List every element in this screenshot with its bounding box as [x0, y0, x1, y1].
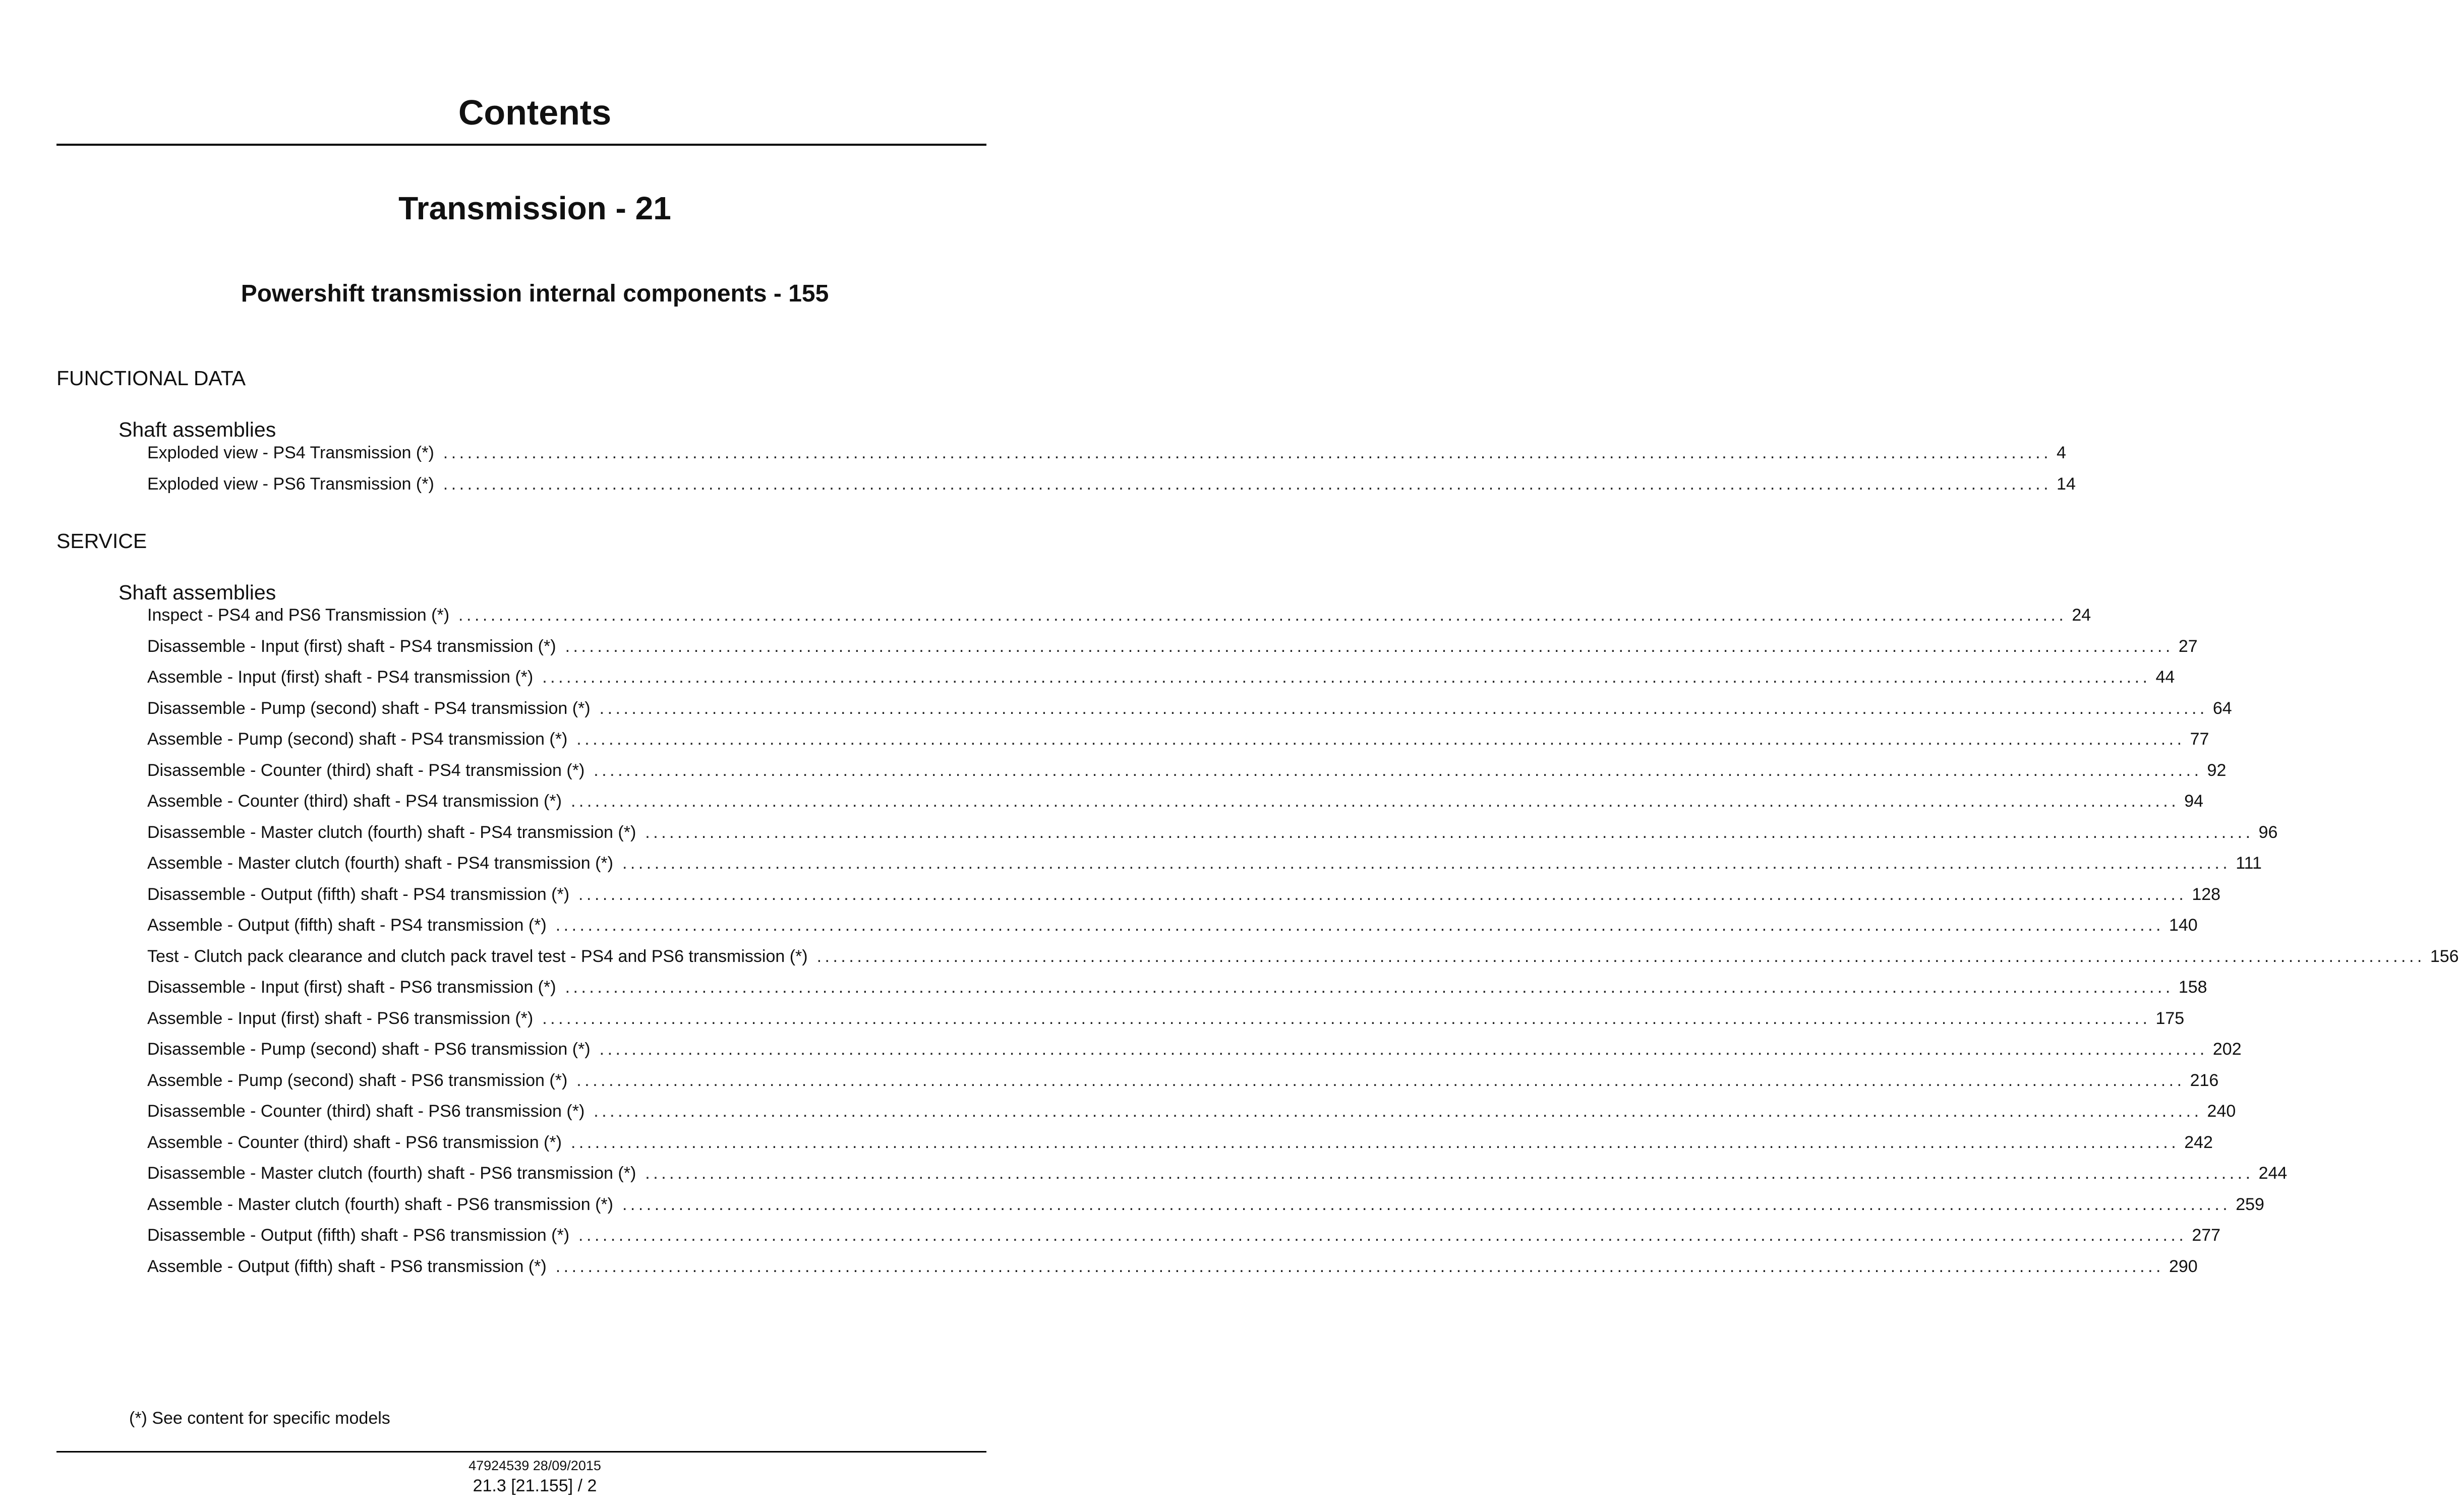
- bottom-divider: [56, 1451, 986, 1453]
- toc-entry-title: Disassemble - Output (fifth) shaft - PS4 transmission (*): [147, 885, 570, 904]
- page-title: Contents: [458, 93, 612, 132]
- toc-entry-title: Assemble - Pump (second) shaft - PS6 transmission (*): [147, 1071, 568, 1090]
- toc-entry[interactable]: [147, 471, 2076, 497]
- document-id: 47924539 28/09/2015: [469, 1458, 601, 1473]
- toc-entry-title: Disassemble - Master clutch (fourth) shaft - PS6 transmission (*): [147, 1164, 636, 1183]
- dot-leader: ........................................................................................................................................................................................................: [622, 854, 2231, 873]
- page-reference: 21.3 [21.155] / 2: [473, 1476, 597, 1495]
- toc-entry-title: Assemble - Input (first) shaft - PS4 transmission (*): [147, 668, 534, 687]
- toc-entry-title: Assemble - Master clutch (fourth) shaft - PS6 transmission (*): [147, 1195, 613, 1214]
- toc-entry[interactable]: [147, 695, 2232, 721]
- toc-entry[interactable]: [147, 1160, 2288, 1186]
- dot-leader: ........................................................................................................................................................................................................: [645, 1164, 2254, 1183]
- toc-entry-page: 175: [2155, 1009, 2185, 1028]
- top-divider: [56, 144, 986, 146]
- toc-entry-page: 94: [2184, 792, 2204, 811]
- dot-leader: ........................................................................................................................................................................................................: [816, 947, 2425, 966]
- section-heading-functional-data: FUNCTIONAL DATA: [56, 367, 246, 390]
- toc-entry-title: Disassemble - Counter (third) shaft - PS4 transmission (*): [147, 761, 585, 780]
- toc-entry-page: 158: [2178, 978, 2207, 997]
- toc-entry[interactable]: [147, 440, 2066, 466]
- toc-entry-title: Disassemble - Counter (third) shaft - PS6 transmission (*): [147, 1102, 585, 1121]
- toc-entry-page: 156: [2430, 947, 2459, 966]
- dot-leader: ........................................................................................................................................................................................................: [594, 1102, 2202, 1121]
- toc-entry-page: 111: [2236, 854, 2262, 873]
- toc-entry-page: 96: [2258, 823, 2278, 842]
- toc-entry-page: 27: [2178, 637, 2198, 656]
- toc-entry-title: Assemble - Counter (third) shaft - PS6 transmission (*): [147, 1133, 562, 1152]
- toc-entry-page: 4: [2057, 443, 2066, 462]
- toc-entry-title: Disassemble - Input (first) shaft - PS4 transmission (*): [147, 637, 556, 656]
- toc-entry[interactable]: [147, 788, 2204, 814]
- footnote: (*) See content for specific models: [129, 1409, 390, 1428]
- toc-entry[interactable]: [147, 633, 2198, 659]
- toc-entry[interactable]: [147, 1005, 2185, 1032]
- dot-leader: ........................................................................................................................................................................................................: [570, 792, 2180, 811]
- toc-entry[interactable]: [147, 757, 2227, 783]
- toc-entry-page: 216: [2190, 1071, 2219, 1090]
- toc-entry[interactable]: [147, 819, 2278, 845]
- dot-leader: ........................................................................................................................................................................................................: [570, 1133, 2180, 1152]
- toc-entry-title: Inspect - PS4 and PS6 Transmission (*): [147, 606, 450, 625]
- dot-leader: ........................................................................................................................................................................................................: [599, 699, 2208, 718]
- toc-entry-page: 64: [2212, 699, 2232, 718]
- toc-entry-page: 277: [2192, 1226, 2221, 1245]
- chapter-title: Transmission - 21: [398, 190, 671, 226]
- subsection-heading-shaft-assemblies: Shaft assemblies: [119, 418, 276, 441]
- toc-entry-page: 259: [2236, 1195, 2264, 1214]
- toc-entry-page: 92: [2207, 761, 2227, 780]
- toc-entry-page: 77: [2190, 730, 2209, 749]
- dot-leader: ........................................................................................................................................................................................................: [645, 823, 2254, 842]
- toc-entry-page: 14: [2057, 474, 2076, 494]
- toc-entry[interactable]: [147, 881, 2221, 908]
- toc-entry-page: 242: [2184, 1133, 2213, 1152]
- toc-entry-title: Assemble - Output (fifth) shaft - PS4 transmission (*): [147, 916, 547, 935]
- toc-entry-title: Disassemble - Input (first) shaft - PS6 transmission (*): [147, 978, 556, 997]
- dot-leader: ........................................................................................................................................................................................................: [555, 916, 2164, 935]
- toc-entry[interactable]: [147, 1129, 2213, 1156]
- toc-entry-title: Assemble - Output (fifth) shaft - PS6 transmission (*): [147, 1257, 547, 1276]
- dot-leader: ........................................................................................................................................................................................................: [542, 668, 2151, 687]
- toc-entry-page: 128: [2192, 885, 2221, 904]
- toc-entry-title: Assemble - Input (first) shaft - PS6 transmission (*): [147, 1009, 534, 1028]
- toc-entry[interactable]: [147, 912, 2198, 938]
- toc-entry[interactable]: [147, 1191, 2264, 1218]
- toc-entry[interactable]: [147, 943, 2459, 970]
- toc-entry-title: Exploded view - PS6 Transmission (*): [147, 474, 434, 494]
- toc-entry-title: Disassemble - Pump (second) shaft - PS6 transmission (*): [147, 1040, 591, 1059]
- toc-entry-page: 44: [2155, 668, 2175, 687]
- toc-entry-title: Test - Clutch pack clearance and clutch pack travel test - PS4 and PS6 transmission (*): [147, 947, 808, 966]
- toc-entry-page: 240: [2207, 1102, 2236, 1121]
- toc-entry[interactable]: [147, 726, 2209, 752]
- toc-entry-page: 24: [2072, 606, 2091, 625]
- dot-leader: ........................................................................................................................................................................................................: [542, 1009, 2151, 1028]
- toc-entry-title: Disassemble - Output (fifth) shaft - PS6 transmission (*): [147, 1226, 570, 1245]
- toc-entry[interactable]: [147, 974, 2207, 1000]
- toc-entry-title: Exploded view - PS4 Transmission (*): [147, 443, 434, 462]
- subsection-heading-shaft-assemblies: Shaft assemblies: [119, 581, 276, 604]
- dot-leader: ........................................................................................................................................................................................................: [555, 1257, 2164, 1276]
- toc-entry[interactable]: [147, 1036, 2242, 1062]
- toc-entry-title: Disassemble - Pump (second) shaft - PS4 transmission (*): [147, 699, 591, 718]
- group-title: Powershift transmission internal components - 155: [241, 280, 829, 307]
- dot-leader: ........................................................................................................................................................................................................: [576, 1071, 2185, 1090]
- toc-entry-title: Assemble - Master clutch (fourth) shaft - PS4 transmission (*): [147, 854, 613, 873]
- dot-leader: ........................................................................................................................................................................................................: [458, 606, 2067, 625]
- toc-entry-title: Assemble - Pump (second) shaft - PS4 transmission (*): [147, 730, 568, 749]
- toc-entry-title: Disassemble - Master clutch (fourth) shaft - PS4 transmission (*): [147, 823, 636, 842]
- toc-entry[interactable]: [147, 1253, 2198, 1280]
- dot-leader: ........................................................................................................................................................................................................: [578, 1226, 2187, 1245]
- toc-entry[interactable]: [147, 1067, 2219, 1094]
- dot-leader: ........................................................................................................................................................................................................: [622, 1195, 2231, 1214]
- dot-leader: ........................................................................................................................................................................................................: [565, 637, 2174, 656]
- toc-entry-page: 244: [2258, 1164, 2288, 1183]
- dot-leader: ........................................................................................................................................................................................................: [576, 730, 2185, 749]
- dot-leader: ........................................................................................................................................................................................................: [594, 761, 2202, 780]
- toc-entry[interactable]: [147, 664, 2175, 690]
- toc-entry-title: Assemble - Counter (third) shaft - PS4 transmission (*): [147, 792, 562, 811]
- toc-entry[interactable]: [147, 602, 2091, 628]
- dot-leader: ........................................................................................................................................................................................................: [599, 1040, 2208, 1059]
- toc-entry[interactable]: [147, 1222, 2221, 1248]
- toc-entry-page: 290: [2169, 1257, 2198, 1276]
- dot-leader: ........................................................................................................................................................................................................: [578, 885, 2187, 904]
- toc-entry-page: 202: [2212, 1040, 2242, 1059]
- dot-leader: ........................................................................................................................................................................................................: [443, 474, 2052, 494]
- dot-leader: ........................................................................................................................................................................................................: [565, 978, 2174, 997]
- toc-entry[interactable]: [147, 1098, 2236, 1124]
- toc-entry-page: 140: [2169, 916, 2198, 935]
- dot-leader: ........................................................................................................................................................................................................: [443, 443, 2052, 462]
- section-heading-service: SERVICE: [56, 529, 147, 553]
- toc-entry[interactable]: [147, 850, 2262, 876]
